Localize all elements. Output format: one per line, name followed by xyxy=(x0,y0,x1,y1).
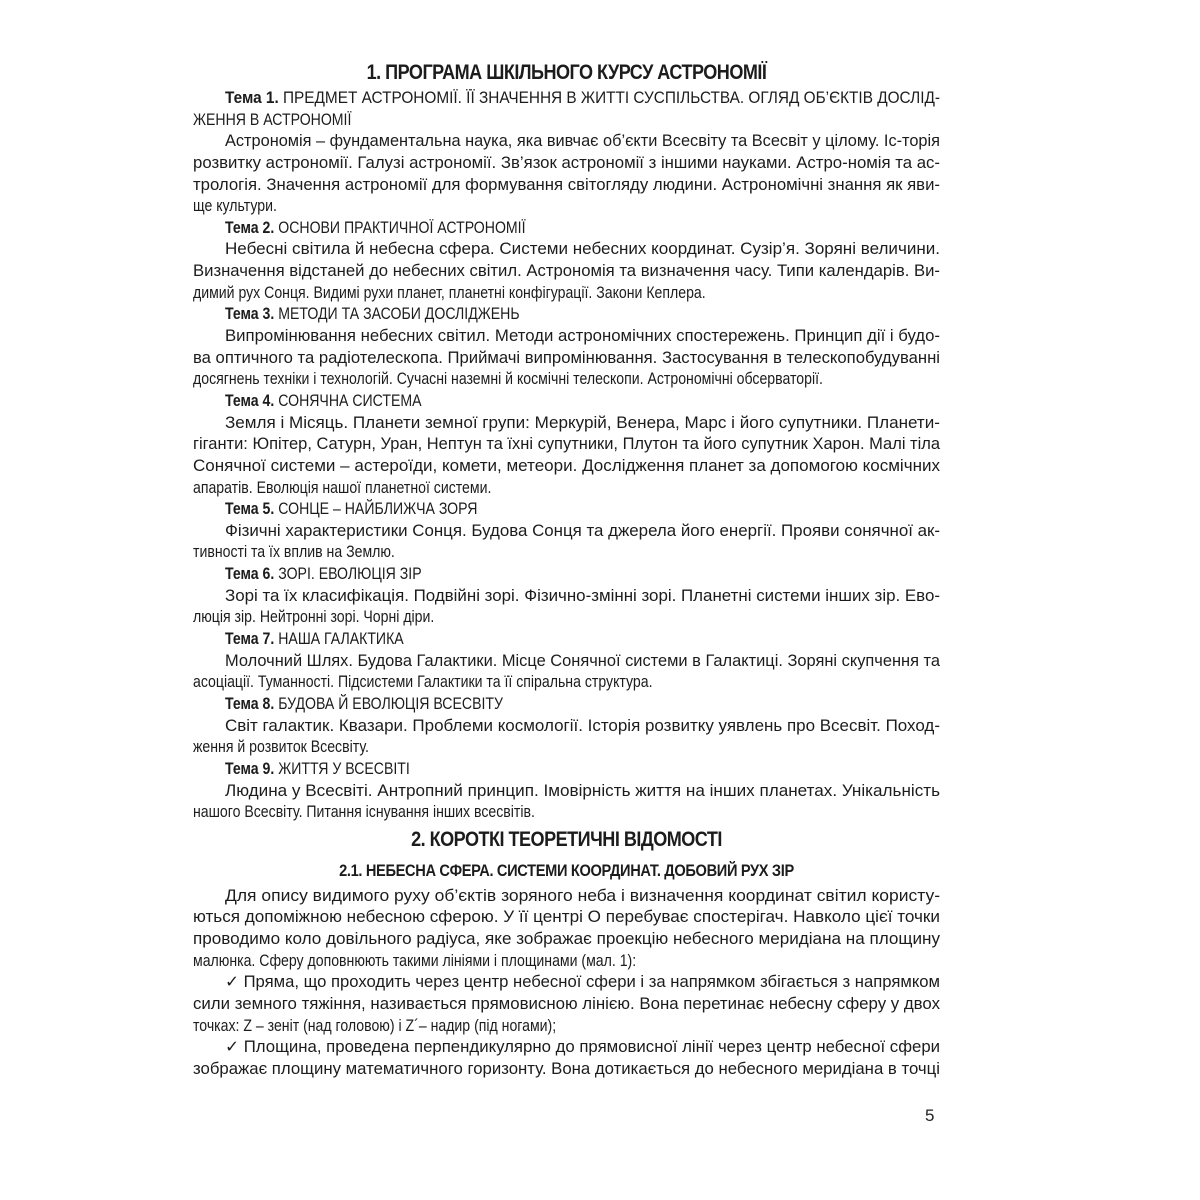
topic-body-line xyxy=(193,369,940,391)
subsection-title: 2.1. НЕБЕСНА СФЕРА. СИСТЕМИ КООРДИНАТ. ДОБОВИЙ РУХ ЗІР xyxy=(339,860,794,880)
checkmark-icon: ✓ xyxy=(225,973,239,992)
topic-title: СОНЯЧНА СИСТЕМА xyxy=(278,391,422,410)
topic-body-line xyxy=(193,283,940,305)
paragraph-line xyxy=(193,929,940,951)
topic-label: Тема 6. xyxy=(225,565,275,584)
bullet-line xyxy=(193,1059,940,1081)
paragraph-line xyxy=(193,907,940,929)
body-text: люція зір. Нейтронні зорі. Чорні діри. xyxy=(193,608,435,627)
bullet-line xyxy=(193,972,940,994)
topic-body-line xyxy=(193,672,940,694)
topic-heading xyxy=(193,88,940,110)
section-1-title: 1. ПРОГРАМА ШКІЛЬНОГО КУРСУ АСТРОНОМІЇ xyxy=(366,61,767,84)
topic-heading xyxy=(193,499,940,521)
body-text: Земля і Місяць. Планети земної групи: Меркурій, Венера, Марс і його супутники. Планети- xyxy=(225,413,940,432)
topic-heading xyxy=(193,694,940,716)
body-text: Людина у Всесвіті. Антропний принцип. Імовірність життя на інших планетах. Унікальність xyxy=(225,781,940,800)
topic-heading xyxy=(193,629,940,651)
body-text: гіганти: Юпітер, Сатурн, Уран, Нептун та їхні супутники, Плутон та його супутник Харон. Малі тіла xyxy=(193,435,941,454)
topic-heading xyxy=(193,759,940,781)
topic-label: Тема 5. xyxy=(225,500,275,519)
body-text: ще культури. xyxy=(193,197,277,216)
topic-body-line xyxy=(193,131,940,153)
body-text: розвитку астрономії. Галузі астрономії. Зв’язок астрономії з іншими науками. Астро-номія та ас- xyxy=(193,153,940,172)
topic-heading xyxy=(193,391,940,413)
body-text: Визначення відстаней до небесних світил. Астрономія та визначення часу. Типи календарів. Ви- xyxy=(193,262,940,281)
topic-body-line xyxy=(193,716,940,738)
bullet-text: точках: Z – зеніт (над головою) і Z´– надир (під ногами); xyxy=(193,1016,557,1035)
topic-body-line xyxy=(193,456,940,478)
body-text: малюнка. Сферу доповнюють такими лініями і площинами (мал. 1): xyxy=(193,951,637,970)
topic-heading xyxy=(193,110,940,132)
body-text: ження й розвиток Всесвіту. xyxy=(193,738,369,757)
topic-body-line xyxy=(193,434,940,456)
paragraph-line xyxy=(193,886,940,908)
body-text: Випромінювання небесних світил. Методи астрономічних спостережень. Принцип дії і будо- xyxy=(225,327,940,346)
body-text: Зорі та їх класифікація. Подвійні зорі. Фізично-змінні зорі. Планетні системи інших зір. Ево- xyxy=(225,586,940,605)
body-text: Сонячної системи – астероїди, комети, метеори. Дослідження планет за допомогою космічних xyxy=(193,456,941,475)
paragraph-line xyxy=(193,951,940,973)
topic-label: Тема 8. xyxy=(225,694,275,713)
topic-body-line xyxy=(193,802,940,824)
topic-body-line xyxy=(193,348,940,370)
topic-title: МЕТОДИ ТА ЗАСОБИ ДОСЛІДЖЕНЬ xyxy=(278,305,520,324)
body-text: трологія. Значення астрономії для формування світогляду людини. Астрономічні знання як яви- xyxy=(193,175,940,194)
topic-body-line xyxy=(193,175,940,197)
topic-title: НАША ГАЛАКТИКА xyxy=(278,630,404,649)
section-2-title: 2. КОРОТКІ ТЕОРЕТИЧНІ ВІДОМОСТІ xyxy=(411,827,722,851)
topic-body-line xyxy=(193,261,940,283)
topic-heading xyxy=(193,564,940,586)
body-text: досягнень техніки і технологій. Сучасні наземні й космічні телескопи. Астрономічні обсерваторії. xyxy=(193,370,823,389)
topic-body-line xyxy=(193,239,940,261)
topic-body-line xyxy=(193,413,940,435)
topic-label: Тема 2. xyxy=(225,218,275,237)
topic-body-line xyxy=(193,196,940,218)
topic-heading xyxy=(193,304,940,326)
topic-label: Тема 4. xyxy=(225,391,275,410)
bullet-line xyxy=(193,1037,940,1059)
topic-label: Тема 9. xyxy=(225,759,275,778)
topic-title: ОСНОВИ ПРАКТИЧНОЇ АСТРОНОМІЇ xyxy=(278,218,526,237)
body-text: Молочний Шлях. Будова Галактики. Місце Сонячної системи в Галактиці. Зоряні скупчення та xyxy=(225,651,941,670)
topic-body-line xyxy=(193,153,940,175)
topic-title: ЖИТТЯ У ВСЕСВІТІ xyxy=(278,759,410,778)
body-text: Для опису видимого руху об’єктів зоряного неба і визначення координат світил користу- xyxy=(225,886,941,905)
body-text: проводимо коло довільного радіуса, яке зображає проекцію небесного меридіана на площину xyxy=(193,930,940,949)
bullet-line xyxy=(193,1016,940,1038)
topic-body-line xyxy=(193,542,940,564)
topic-body-line xyxy=(193,781,940,803)
document-page xyxy=(193,58,940,1081)
bullet-text: сили земного тяжіння, називається прямовисною лінією. Вона перетинає небесну сферу у двох xyxy=(193,994,941,1013)
body-text: димий рух Сонця. Видимі рухи планет, планетні конфігурації. Закони Кеплера. xyxy=(193,283,706,302)
body-text: апаратів. Еволюція нашої планетної системи. xyxy=(193,478,492,497)
body-text: Світ галактик. Квазари. Проблеми космології. Історія розвитку уявлень про Всесвіт. Поход- xyxy=(225,716,940,735)
bullet-text: зображає площину математичного горизонту. Вона дотикається до небесного меридіана в точці xyxy=(193,1059,940,1078)
topic-label: Тема 1. xyxy=(225,89,279,107)
body-text: нашого Всесвіту. Питання існування інших всесвітів. xyxy=(193,803,535,822)
topic-body-line xyxy=(193,521,940,543)
topic-body-line xyxy=(193,478,940,500)
bullet-text: Площина, проведена перпендикулярно до прямовисної лінії через центр небесної сфери xyxy=(243,1038,941,1057)
topic-heading xyxy=(193,218,940,240)
body-text: Фізичні характеристики Сонця. Будова Сонця та джерела його енергії. Прояви сонячної ак- xyxy=(225,521,941,540)
body-text: ються допоміжною небесною сферою. У її центрі О перебуває спостерігач. Навколо цієї точки xyxy=(193,908,940,927)
topic-title: ПРЕДМЕТ АСТРОНОМІЇ. ЇЇ ЗНАЧЕННЯ В ЖИТТІ СУСПІЛЬСТВА. ОГЛЯД ОБ’ЄКТІВ ДОСЛІД- xyxy=(282,89,940,107)
topic-title: ЗОРІ. ЕВОЛЮЦІЯ ЗІР xyxy=(278,565,422,584)
topic-body-line xyxy=(193,607,940,629)
bullet-line xyxy=(193,994,940,1016)
topic-body-line xyxy=(193,651,940,673)
body-text: Астрономія – фундаментальна наука, яка вивчає об’єкти Всесвіту та Всесвіт у цілому. Іс-торія xyxy=(225,132,940,151)
body-text: ва оптичного та радіотелескопа. Приймачі випромінювання. Застосування в телескопобудуванні xyxy=(193,348,941,367)
topic-label: Тема 7. xyxy=(225,630,275,649)
bullet-text: Пряма, що проходить через центр небесної сфери і за напрямком збігається з напрямком xyxy=(243,973,941,992)
page-number: 5 xyxy=(925,1106,935,1125)
topic-title: ЖЕННЯ В АСТРОНОМІЇ xyxy=(193,110,352,129)
topic-title: БУДОВА Й ЕВОЛЮЦІЯ ВСЕСВІТУ xyxy=(278,694,503,713)
topic-title: СОНЦЕ – НАЙБЛИЖЧА ЗОРЯ xyxy=(278,500,478,519)
topic-label: Тема 3. xyxy=(225,305,275,324)
topic-body-line xyxy=(193,737,940,759)
topic-body-line xyxy=(193,586,940,608)
topic-body-line xyxy=(193,326,940,348)
body-text: тивності та їх вплив на Землю. xyxy=(193,543,395,562)
checkmark-icon: ✓ xyxy=(225,1038,240,1057)
body-text: асоціації. Туманності. Підсистеми Галактики та її спіральна структура. xyxy=(193,673,653,692)
body-text: Небесні світила й небесна сфера. Системи небесних координат. Сузір’я. Зоряні величини. xyxy=(225,240,940,259)
